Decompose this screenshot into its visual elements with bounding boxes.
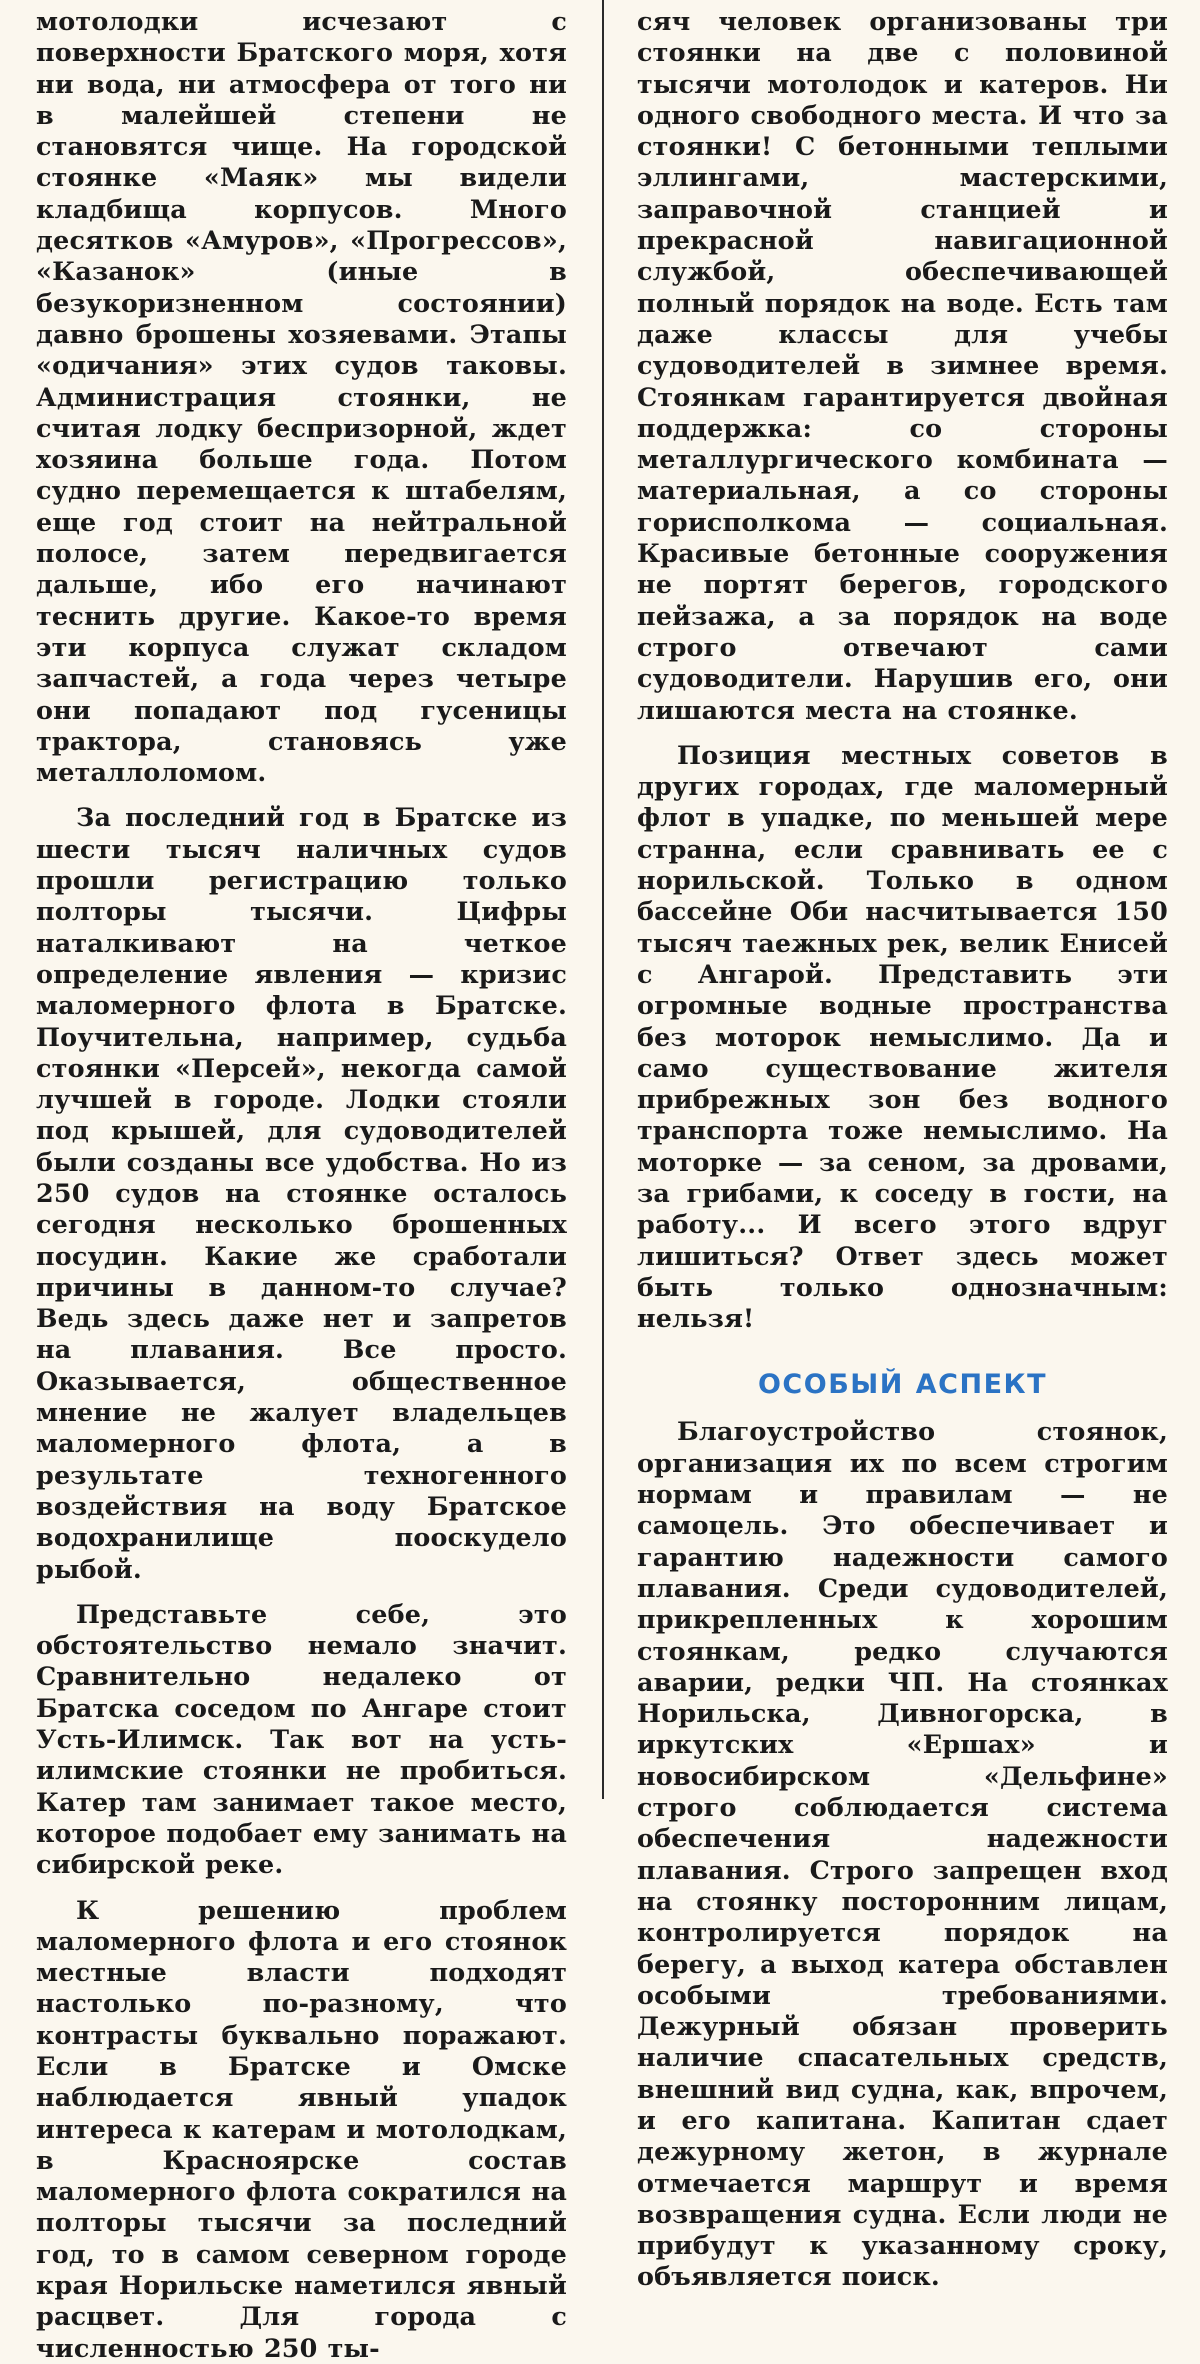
paragraph-left-1: мотолодки исчезают с поверхности Братского моря, хотя ни вода, ни атмосфера от того ни в малейшей степени не становятся чище. На городской стоянке «Маяк» мы видели кладбища корпусов. Много десятков «Амуров», «Прогрессов», «Казанок» (иные в безукоризненном состоянии) давно брошены хозяевами. Этапы «одичания» этих судов таковы. Администрация стоянки, не считая лодку беспризорной, ждет хозяина больше года. Потом судно перемещается к штабелям, еще год стоит на нейтральной полосе, затем передвигается дальше, ибо его начинают теснить другие. Какое-то время эти корпуса служат складом запчастей, а года через четыре они попадают под гусеницы трактора, становясь уже металлоломом.	[36, 6, 567, 788]
right-text-column	[637, 6, 1168, 2293]
paragraph-right-3: Благоустройство стоянок, организация их по всем строгим нормам и правилам — не самоцель. Это обеспечивает и гарантию надежности самого плавания. Среди судоводителей, прикрепленных к хорошим стоянкам, редко случаются аварии, редки ЧП. На стоянках Норильска, Дивногорска, в иркутских «Ершах» и новосибирском «Дельфине» строго соблюдается система обеспечения надежности плавания. Строго запрещен вход на стоянку посторонним лицам, контролируется порядок на берегу, а выход катера обставлен особыми требованиями. Дежурный обязан проверить наличие спасательных средств, внешний вид судна, как, впрочем, и его капитана. Капитан сдает дежурному жетон, в журнале отмечается маршрут и время возвращения судна. Если люди не прибудут к указанному сроку, объявляется поиск.	[637, 1416, 1168, 2292]
paragraph-left-4: К решению проблем маломерного флота и его стоянок местные власти подходят настолько по-разному, что контрасты буквально поражают. Если в Братске и Омске наблюдается явный упадок интереса к катерам и мотолодкам, в Красноярске состав маломерного флота сократился на полторы тысячи за последний год, то в самом северном городе края Норильске наметился явный расцвет. Для города с численностью 250 ты-	[36, 1894, 567, 2363]
paragraph-left-2: За последний год в Братске из шести тысяч наличных судов прошли регистрацию только полторы тысячи. Цифры наталкивают на четкое определение явления — кризис маломерного флота в Братске. Поучительна, например, судьба стоянки «Персей», некогда самой лучшей в городе. Лодки стояли под крышей, для судоводителей были созданы все удобства. Но из 250 судов на стоянке осталось сегодня несколько брошенных посудин. Какие же сработали причины в данном-то случае? Ведь здесь даже нет и запретов на плавания. Все просто. Оказывается, общественное мнение не жалует владельцев маломерного флота, а в результате техногенного воздействия на воду Братское водохранилище пооскудело рыбой.	[36, 802, 567, 1584]
left-text-column	[36, 6, 567, 2364]
paragraph-right-1: сяч человек организованы три стоянки на две с половиной тысячи мотолодок и катеров. Ни одного свободного места. И что за стоянки! С бетонными теплыми эллингами, мастерскими, заправочной станцией и прекрасной навигационной службой, обеспечивающей полный порядок на воде. Есть там даже классы для учебы судоводителей в зимнее время. Стоянкам гарантируется двойная поддержка: со стороны металлургического комбината — материальная, а со стороны горисполкома — социальная. Красивые бетонные сооружения не портят берегов, городского пейзажа, а за порядок на воде строго отвечают сами судоводители. Нарушив его, они лишаются места на стоянке.	[637, 6, 1168, 725]
column-divider	[602, 0, 604, 1799]
section-heading: ОСОБЫЙ АСПЕКТ	[757, 1369, 1047, 1401]
paragraph-left-3: Представьте себе, это обстоятельство немало значит. Сравнительно недалеко от Братска соседом по Ангаре стоит Усть-Илимск. Так вот на усть-илимские стоянки не пробиться. Катер там занимает такое место, которое подобает ему занимать на сибирской реке.	[36, 1598, 567, 1880]
paragraph-right-2: Позиция местных советов в других городах, где маломерный флот в упадке, по меньшей мере странна, если сравнивать ее с норильской. Только в одном бассейне Оби насчитывается 150 тысяч таежных рек, велик Енисей с Ангарой. Представить эти огромные водные пространства без моторок немыслимо. Да и само существование жителя прибрежных зон без водного транспорта тоже немыслимо. На моторке — за сеном, за дровами, за грибами, к соседу в гости, на работу... И всего этого вдруг лишиться? Ответ здесь может быть только однозначным: нельзя!	[637, 739, 1168, 1334]
